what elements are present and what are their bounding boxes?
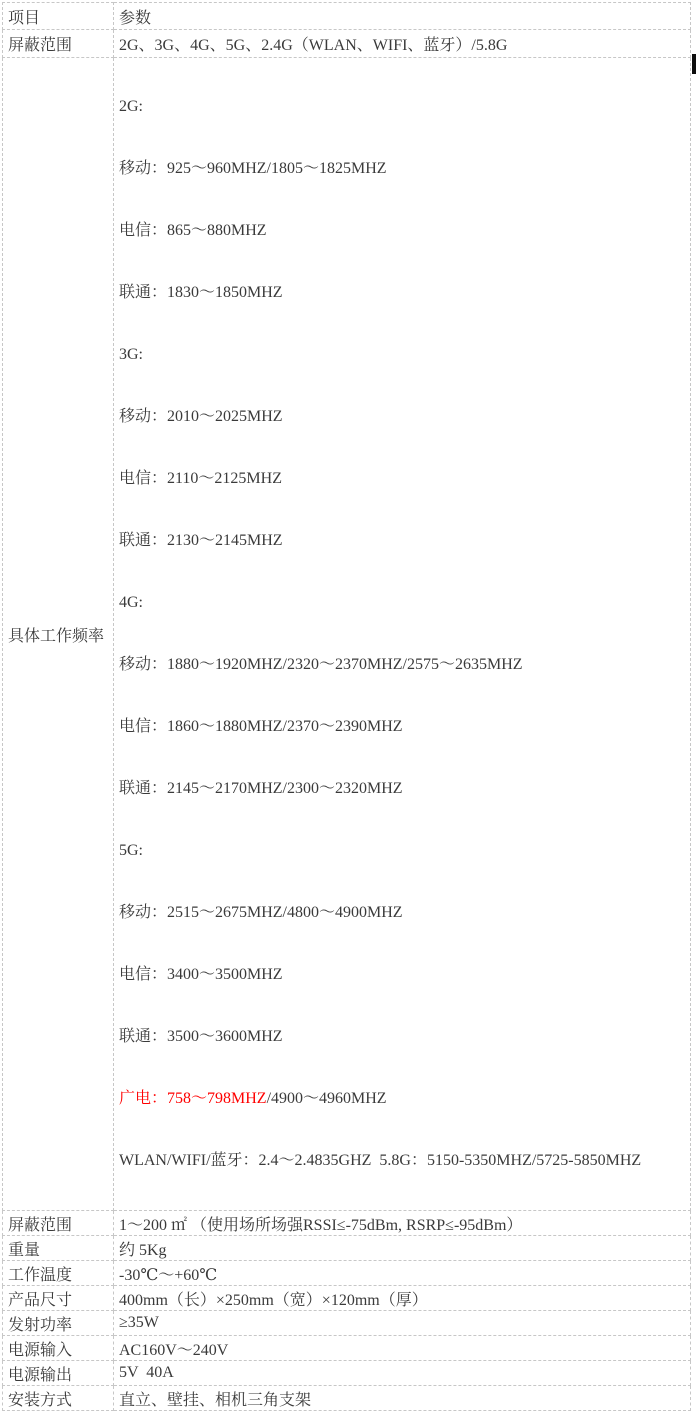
table-row <box>3 1261 691 1286</box>
row-value-product-size: 400mm（长）×250mm（宽）×120mm（厚） <box>114 1286 691 1311</box>
freq-line: 移动：925～960MHZ/1805～1825MHZ <box>119 160 387 177</box>
table-row <box>3 3 691 30</box>
table-row <box>3 1386 691 1411</box>
freq-line-wlan: WLAN/WIFI/蓝牙：2.4～2.4835GHZ 5.8G：5150-5350MHZ/5725-5850MHZ <box>119 1152 642 1169</box>
spec-table-container <box>2 2 691 1411</box>
freq-line: 联通：2130～2145MHZ <box>119 532 283 549</box>
row-value-transmit-power: ≥35W <box>114 1311 691 1336</box>
row-value-installation-method: 直立、壁挂、相机三角支架 <box>114 1386 691 1411</box>
row-value-weight: 约 5Kg <box>114 1236 691 1261</box>
row-label-power-input: 电源输入 <box>3 1336 114 1361</box>
freq-line: 5G: <box>119 842 143 859</box>
vertical-scrollbar[interactable] <box>692 0 696 732</box>
spec-table <box>2 2 691 1411</box>
freq-line: 移动：2010～2025MHZ <box>119 408 283 425</box>
guangdian-red-text: 广电：758～798MHZ <box>119 1090 267 1107</box>
freq-line: 联通：1830～1850MHZ <box>119 284 283 301</box>
row-label-working-temperature: 工作温度 <box>3 1261 114 1286</box>
row-label-working-frequency: 具体工作频率 <box>3 58 114 1211</box>
table-row <box>3 30 691 58</box>
freq-line: 移动：1880～1920MHZ/2320～2370MHZ/2575～2635MHZ <box>119 656 523 673</box>
table-row <box>3 1361 691 1386</box>
row-value-working-frequency <box>114 58 691 1211</box>
guangdian-normal-text: /4900～4960MHZ <box>266 1090 387 1107</box>
row-label-shield-area: 屏蔽范围 <box>3 1211 114 1236</box>
row-value-shield-area: 1～200 ㎡ （使用场所场强RSSI≤-75dBm, RSRP≤-95dBm） <box>114 1211 691 1236</box>
freq-line: 3G: <box>119 346 143 363</box>
freq-line: 移动：2515～2675MHZ/4800～4900MHZ <box>119 904 403 921</box>
freq-line-guangdian <box>119 1086 687 1112</box>
freq-line: 2G: <box>119 98 143 115</box>
table-row <box>3 1311 691 1336</box>
col-header-item: 项目 <box>3 3 114 30</box>
row-value-power-output: 5V 40A <box>114 1361 691 1386</box>
freq-line: 联通：3500～3600MHZ <box>119 1028 283 1045</box>
row-label-power-output: 电源输出 <box>3 1361 114 1386</box>
row-value-working-temperature: -30℃～+60℃ <box>114 1261 691 1286</box>
table-row <box>3 1211 691 1236</box>
row-label-transmit-power: 发射功率 <box>3 1311 114 1336</box>
row-label-installation-method: 安装方式 <box>3 1386 114 1411</box>
row-label-product-size: 产品尺寸 <box>3 1286 114 1311</box>
scrollbar-thumb[interactable] <box>692 54 696 74</box>
freq-line: 联通：2145～2170MHZ/2300～2320MHZ <box>119 780 403 797</box>
col-header-param: 参数 <box>114 3 691 30</box>
freq-line: 电信：3400～3500MHZ <box>119 966 283 983</box>
row-label-weight: 重量 <box>3 1236 114 1261</box>
freq-line: 电信：865～880MHZ <box>119 222 267 239</box>
table-row <box>3 1336 691 1361</box>
table-row <box>3 58 691 1211</box>
row-value-power-input: AC160V～240V <box>114 1336 691 1361</box>
table-row <box>3 1286 691 1311</box>
row-value-shield-range: 2G、3G、4G、5G、2.4G（WLAN、WIFI、蓝牙）/5.8G <box>114 30 691 58</box>
row-label-shield-range: 屏蔽范围 <box>3 30 114 58</box>
freq-line: 电信：2110～2125MHZ <box>119 470 282 487</box>
freq-line: 电信：1860～1880MHZ/2370～2390MHZ <box>119 718 403 735</box>
table-row <box>3 1236 691 1261</box>
freq-line: 4G: <box>119 594 143 611</box>
